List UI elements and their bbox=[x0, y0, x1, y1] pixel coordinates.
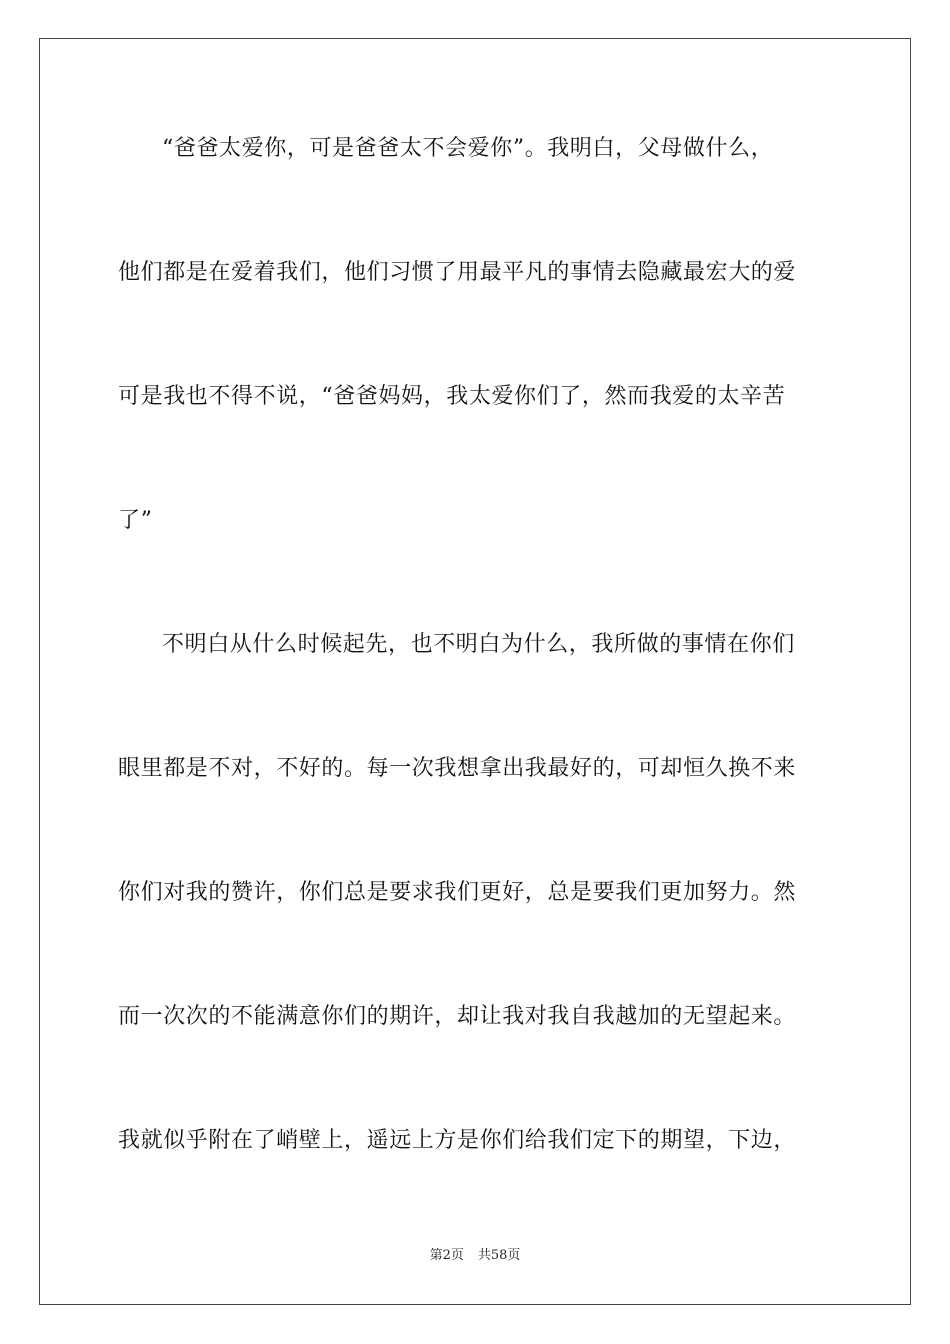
text-line: 眼里都是不对，不好的。每一次我想拿出我最好的，可却恒久换不来 bbox=[118, 756, 797, 781]
text-line: 了” bbox=[118, 508, 153, 533]
text-line: 他们都是在爱着我们，他们习惯了用最平凡的事情去隐藏最宏大的爱 bbox=[118, 260, 797, 285]
page-number: 第2页 bbox=[429, 1248, 464, 1263]
text-line: 可是我也不得不说，“爸爸妈妈，我太爱你们了，然而我爱的太辛苦 bbox=[118, 384, 786, 409]
text-line: 不明白从什么时候起先，也不明白为什么，我所做的事情在你们 bbox=[162, 632, 795, 657]
page-total: 共58页 bbox=[477, 1248, 521, 1263]
text-line: 你们对我的赞许，你们总是要求我们更好，总是要我们更加努力。然 bbox=[118, 880, 797, 905]
text-line: 我就似乎附在了峭壁上，遥远上方是你们给我们定下的期望，下边， bbox=[118, 1128, 797, 1153]
page-border bbox=[39, 38, 911, 1305]
text-line: “爸爸太爱你，可是爸爸太不会爱你”。我明白，父母做什么， bbox=[162, 136, 774, 161]
text-line: 而一次次的不能满意你们的期许，却让我对我自我越加的无望起来。 bbox=[118, 1004, 797, 1029]
page-footer bbox=[0, 1247, 950, 1265]
